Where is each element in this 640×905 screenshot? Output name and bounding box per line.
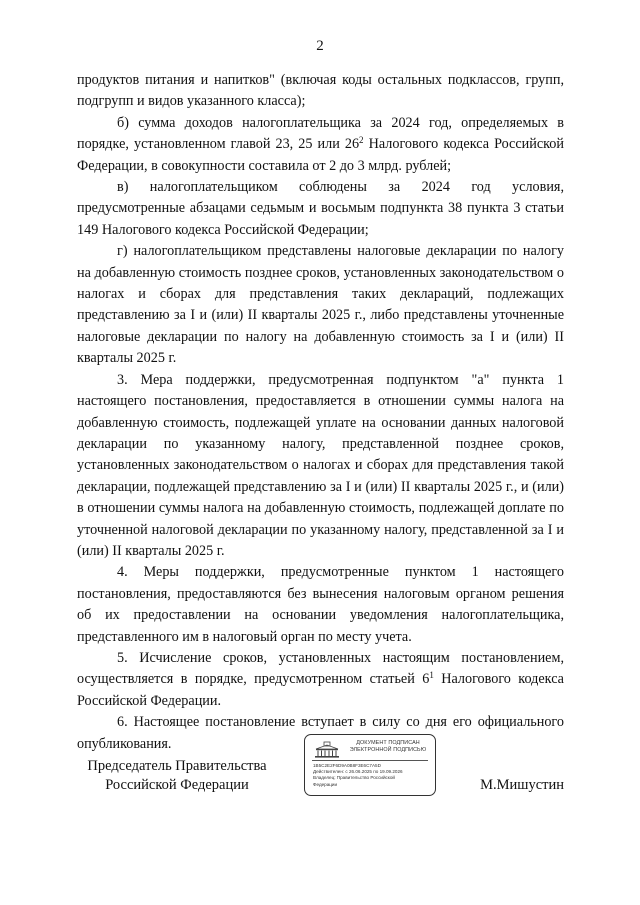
paragraph-item-3 bbox=[77, 370, 564, 563]
paragraph-text: б) сумма доходов налогоплательщика за 2024 год, определяемых в порядке, установленном главой 23, 25 или 26 bbox=[77, 114, 564, 153]
paragraph-text-tail: Налогового кодекса Российской Федерации, в совокупности составила от 2 до 3 млрд. рублей; bbox=[77, 136, 564, 174]
stamp-divider bbox=[312, 760, 428, 761]
stamp-details bbox=[313, 763, 433, 788]
superscript: 2 bbox=[359, 135, 364, 146]
paragraph-text: 5. Исчисление сроков, установленных настоящим постановлением, осуществляется в порядке, предусмотренном статьей 6 bbox=[77, 649, 564, 688]
page-number: 2 bbox=[316, 38, 324, 54]
certificate-owner: Владелец: Правительство Российской bbox=[313, 775, 395, 781]
certificate-owner: Федерации bbox=[313, 781, 338, 787]
document-body bbox=[77, 70, 564, 755]
paragraph-continuation bbox=[77, 70, 564, 113]
signer-position bbox=[77, 757, 277, 795]
paragraph-text: продуктов питания и напитков" (включая коды остальных подклассов, групп, подгрупп и видов указанного класса); bbox=[77, 72, 564, 110]
signer-position-line: Российской Федерации bbox=[105, 777, 249, 793]
paragraph-item-4 bbox=[77, 562, 564, 648]
stamp-title bbox=[343, 740, 433, 754]
certificate-serial: 1B5C2E2F6D9A0B8F3E6C7A5D bbox=[313, 763, 381, 768]
signer-name: М.Мишустин bbox=[480, 777, 564, 793]
signer-position-line: Председатель Правительства bbox=[87, 758, 267, 774]
stamp-title-line: ЭЛЕКТРОННОЙ ПОДПИСЬЮ bbox=[349, 747, 427, 753]
paragraph-item-5 bbox=[77, 648, 564, 712]
paragraph-text: 4. Меры поддержки, предусмотренные пунктом 1 настоящего постановления, предоставляются без вынесения налоговым органом решения об их предоставлении на основании уведомления налогоплательщика, представленного им в налоговый орган по месту учета. bbox=[77, 564, 564, 645]
electronic-signature-stamp bbox=[304, 734, 436, 796]
paragraph-text: 6. Настоящее постановление вступает в силу со дня его официального опубликования. bbox=[77, 714, 564, 752]
stamp-title-line: ДОКУМЕНТ ПОДПИСАН bbox=[356, 740, 420, 746]
paragraph-text: 3. Мера поддержки, предусмотренная подпунктом "а" пункта 1 настоящего постановления, предоставляется в отношении суммы налога на добавленную стоимость, подлежащей уплате на основании данных налоговой декларации по указанному налогу, представленной позднее сроков, установленных законодательством о налогах и сборах для представления такой декларации, подлежащей представлению за I и (или) II кварталы 2025 г., и (или) в отношении суммы налога на добавленную стоимость, подлежащей доплате по уточненной налоговой декларации по указанному налогу, представленной за I и (или) II кварталы 2025 г. bbox=[77, 371, 564, 559]
paragraph-text-tail: Налогового кодекса Российской Федерации. bbox=[77, 671, 564, 709]
paragraph-subitem-v bbox=[77, 177, 564, 241]
government-building-icon bbox=[313, 741, 341, 759]
paragraph-subitem-g bbox=[77, 241, 564, 369]
paragraph-subitem-b bbox=[77, 113, 564, 177]
paragraph-text: г) налогоплательщиком представлены налоговые декларации по налогу на добавленную стоимость позднее сроков, установленных законодательством о налогах и сборах для представления таких деклараций, подлежащих представлению за I и (или) II кварталы 2025 г., либо представлены уточненные налоговые декларации по налогу на добавленную стоимость за I и (или) II кварталы 2025 г. bbox=[77, 243, 564, 367]
paragraph-text: в) налогоплательщиком соблюдены за 2024 год условия, предусмотренные абзацами седьмым и восьмым подпункта 38 пункта 3 статьи 149 Налогового кодекса Российской Федерации; bbox=[77, 179, 564, 238]
superscript: 1 bbox=[429, 670, 434, 681]
certificate-validity: Действителен: с 26.06.2025 по 19.09.2026 bbox=[313, 769, 403, 775]
